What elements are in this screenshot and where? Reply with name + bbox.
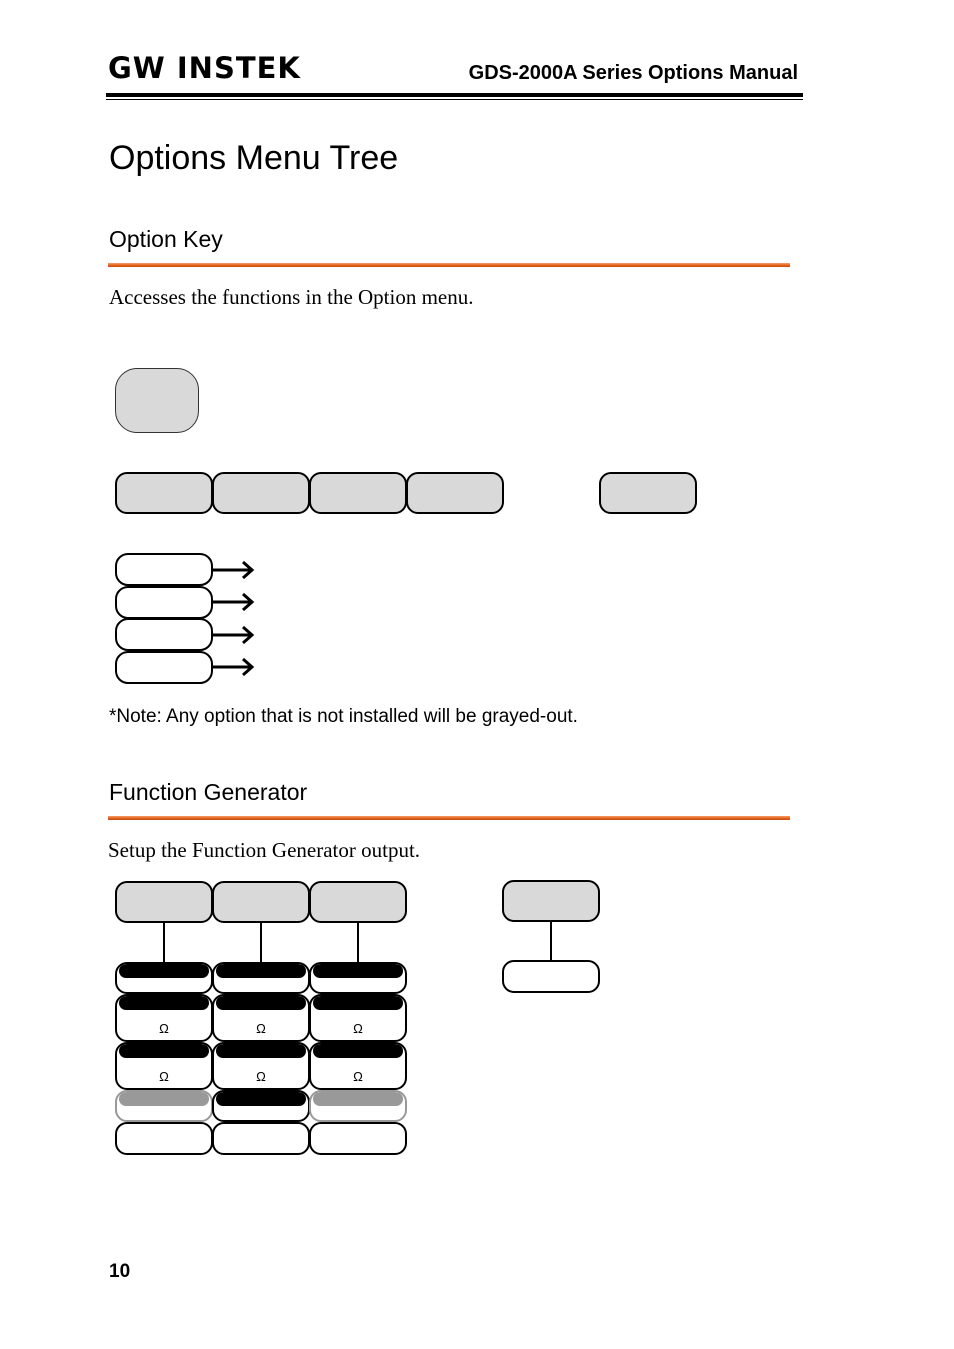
page-title: Options Menu Tree xyxy=(109,139,399,177)
option-side-key-2[interactable] xyxy=(115,586,213,619)
option-menu-key-3[interactable] xyxy=(309,472,407,514)
fg-col3-key-1[interactable] xyxy=(309,962,407,994)
right-arrow-icon xyxy=(213,592,255,612)
function-generator-rule xyxy=(108,816,790,820)
function-generator-heading: Function Generator xyxy=(109,779,308,805)
option-menu-key-4[interactable] xyxy=(406,472,504,514)
option-menu-key-2[interactable] xyxy=(212,472,310,514)
ohm-symbol: Ω xyxy=(353,1069,363,1084)
fg-col3-key-3[interactable] xyxy=(309,1042,407,1090)
fg-col1-key-2[interactable] xyxy=(115,994,213,1042)
fg-col2-key-5[interactable] xyxy=(212,1122,310,1155)
ohm-symbol: Ω xyxy=(353,1021,363,1036)
tree-connector xyxy=(260,922,262,962)
ohm-symbol: Ω xyxy=(159,1069,169,1084)
option-menu-key-1[interactable] xyxy=(115,472,213,514)
fg-menu-key-3[interactable] xyxy=(309,881,407,923)
right-arrow-icon xyxy=(213,560,255,580)
fg-col1-key-4-grayed[interactable] xyxy=(115,1090,213,1122)
option-side-key-3[interactable] xyxy=(115,618,213,651)
right-arrow-icon xyxy=(213,657,255,677)
page-number: 10 xyxy=(109,1261,131,1282)
header-rule xyxy=(106,93,803,97)
tree-connector xyxy=(163,922,165,962)
option-menu-key-5[interactable] xyxy=(599,472,697,514)
fg-col2-key-2[interactable] xyxy=(212,994,310,1042)
fg-col1-key-5[interactable] xyxy=(115,1122,213,1155)
ohm-symbol: Ω xyxy=(256,1021,266,1036)
fg-col1-key-1[interactable] xyxy=(115,962,213,994)
fg-menu-key-4[interactable] xyxy=(502,880,600,922)
option-key-rule xyxy=(108,263,790,267)
fg-col3-key-2[interactable] xyxy=(309,994,407,1042)
ohm-symbol: Ω xyxy=(256,1069,266,1084)
option-key-heading: Option Key xyxy=(109,226,223,252)
fg-col3-key-5[interactable] xyxy=(309,1122,407,1155)
fg-col2-key-4[interactable] xyxy=(212,1090,310,1122)
manual-title: GDS-2000A Series Options Manual xyxy=(468,62,798,84)
fg-col1-key-3[interactable] xyxy=(115,1042,213,1090)
fg-col2-key-3[interactable] xyxy=(212,1042,310,1090)
ohm-symbol: Ω xyxy=(159,1021,169,1036)
option-front-panel-key[interactable] xyxy=(115,368,199,433)
fg-menu-key-1[interactable] xyxy=(115,881,213,923)
header-rule-thin xyxy=(106,99,803,100)
option-side-key-1[interactable] xyxy=(115,553,213,586)
option-note: *Note: Any option that is not installed will be grayed-out. xyxy=(109,706,578,727)
tree-connector xyxy=(357,922,359,962)
option-key-description: Accesses the functions in the Option menu. xyxy=(109,285,474,309)
tree-connector xyxy=(550,921,552,961)
function-generator-description: Setup the Function Generator output. xyxy=(108,838,421,862)
fg-col2-key-1[interactable] xyxy=(212,962,310,994)
gw-instek-logo: GW INSTEK xyxy=(108,50,301,86)
right-arrow-icon xyxy=(213,625,255,645)
fg-col3-key-4-grayed[interactable] xyxy=(309,1090,407,1122)
fg-col4-key-1[interactable] xyxy=(502,960,600,993)
fg-menu-key-2[interactable] xyxy=(212,881,310,923)
option-side-key-4[interactable] xyxy=(115,651,213,684)
